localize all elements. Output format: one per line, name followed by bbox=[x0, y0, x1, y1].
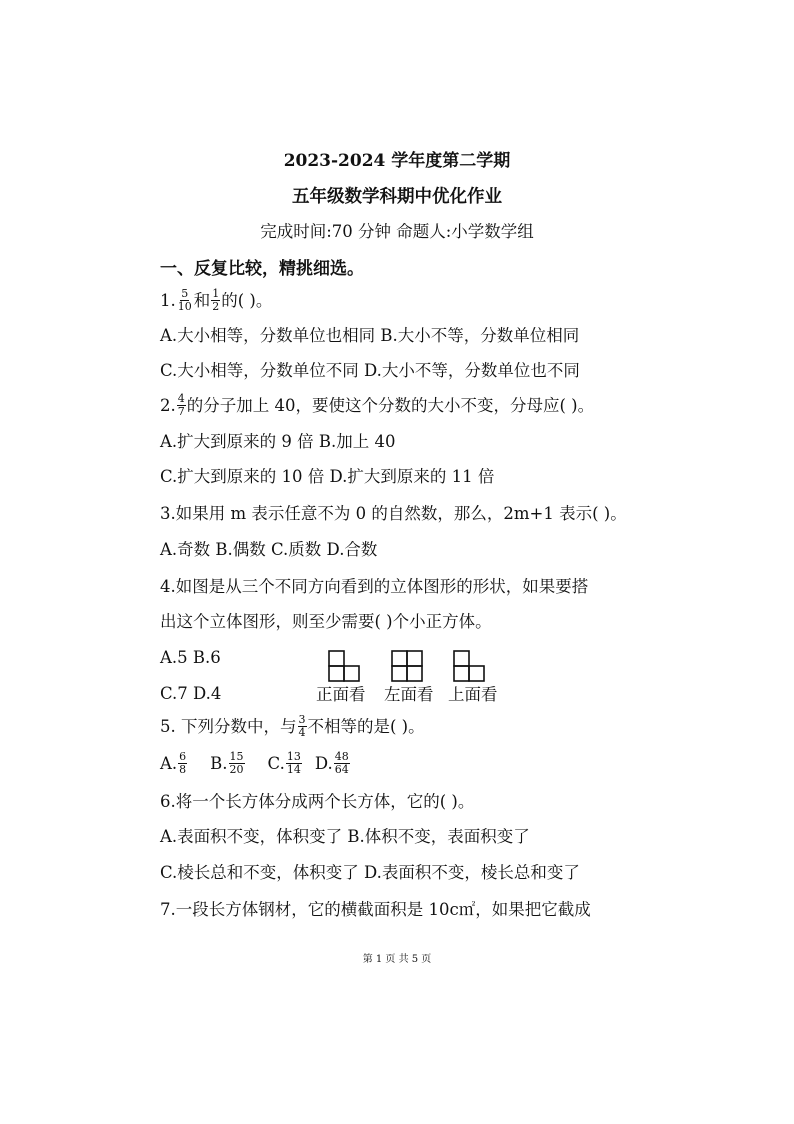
q5-opt-a-den: 8 bbox=[179, 763, 187, 776]
q5-opt-c-fraction bbox=[286, 751, 302, 776]
question-4-line-2: 出这个立体图形，则至少需要( )个小正方体。 bbox=[160, 612, 492, 631]
q5-opt-d-den: 64 bbox=[334, 763, 349, 776]
question-2 bbox=[160, 394, 594, 419]
q2-options-1: A.扩大到原来的 9 倍 B.加上 40 bbox=[160, 432, 396, 451]
q5-frac-den: 4 bbox=[298, 726, 306, 739]
section-title: 一、反复比较，精挑细选。 bbox=[160, 259, 364, 279]
q1-options-2: C.大小相等，分数单位不同 D.大小不等，分数单位也不同 bbox=[160, 361, 580, 380]
q4-options-1: A.5 B.6 bbox=[160, 648, 221, 667]
q5-opt-d: D. bbox=[314, 754, 333, 773]
q1-fraction-b bbox=[211, 288, 220, 313]
q1-frac-b-num: 1 bbox=[212, 287, 220, 300]
q5-opt-b-fraction bbox=[229, 751, 245, 776]
q5-opt-c-num: 13 bbox=[286, 750, 301, 763]
question-5 bbox=[160, 715, 425, 740]
q1-suffix: 的( )。 bbox=[221, 291, 273, 310]
q2-frac-den: 7 bbox=[177, 405, 185, 418]
question-7: 7.一段长方体钢材，它的横截面积是 10c㎡，如果把它截成 bbox=[160, 900, 591, 919]
q1-options-1: A.大小相等，分数单位也相同 B.大小不等，分数单位相同 bbox=[160, 326, 580, 345]
page-meta: 完成时间:70 分钟 命题人:小学数学组 bbox=[260, 222, 534, 241]
q1-frac-a-den: 10 bbox=[177, 300, 192, 313]
front-view-figure bbox=[329, 651, 359, 681]
view-label-top: 上面看 bbox=[448, 685, 498, 704]
q6-options-2: C.棱长总和不变，体积变了 D.表面积不变，棱长总和变了 bbox=[160, 863, 580, 882]
q2-frac-num: 4 bbox=[177, 392, 185, 405]
q1-prefix: 1. bbox=[160, 291, 176, 310]
q5-opt-b-num: 15 bbox=[229, 750, 244, 763]
q1-fraction-a bbox=[177, 288, 193, 313]
q5-fraction bbox=[298, 714, 307, 739]
view-label-front: 正面看 bbox=[316, 685, 366, 704]
q5-suffix: 不相等的是( )。 bbox=[307, 717, 425, 736]
top-view-figure bbox=[454, 651, 484, 681]
q5-options bbox=[160, 752, 351, 777]
question-1 bbox=[160, 289, 272, 314]
q5-opt-d-fraction bbox=[334, 751, 350, 776]
q3-options: A.奇数 B.偶数 C.质数 D.合数 bbox=[160, 540, 378, 559]
left-view-figure bbox=[392, 651, 422, 681]
q5-frac-num: 3 bbox=[298, 713, 306, 726]
q1-mid: 和 bbox=[193, 291, 211, 310]
q4-options-2: C.7 D.4 bbox=[160, 684, 222, 703]
page-footer: 第 1 页 共 5 页 bbox=[362, 954, 432, 965]
q5-opt-b: B. bbox=[210, 754, 228, 773]
question-3: 3.如果用 m 表示任意不为 0 的自然数，那么，2m+1 表示( )。 bbox=[160, 504, 627, 523]
question-6: 6.将一个长方体分成两个长方体，它的( )。 bbox=[160, 792, 475, 811]
q5-prefix: 5. 下列分数中，与 bbox=[160, 717, 297, 736]
q5-opt-a-fraction bbox=[178, 751, 187, 776]
q5-opt-c: C. bbox=[267, 754, 285, 773]
q5-opt-b-den: 20 bbox=[229, 763, 244, 776]
page-title: 五年级数学科期中优化作业 bbox=[292, 187, 502, 207]
q5-opt-a-num: 6 bbox=[179, 750, 187, 763]
q5-opt-d-num: 48 bbox=[334, 750, 349, 763]
q2-prefix: 2. bbox=[160, 396, 176, 415]
q5-opt-c-den: 14 bbox=[286, 763, 301, 776]
question-4-line-1: 4.如图是从三个不同方向看到的立体图形的形状，如果要搭 bbox=[160, 577, 589, 596]
q2-fraction bbox=[177, 393, 186, 418]
q2-options-2: C.扩大到原来的 10 倍 D.扩大到原来的 11 倍 bbox=[160, 467, 495, 486]
q5-opt-a: A. bbox=[160, 754, 178, 773]
q1-frac-b-den: 2 bbox=[212, 300, 220, 313]
q6-options-1: A.表面积不变，体积变了 B.体积不变，表面积变了 bbox=[160, 827, 530, 846]
view-label-left: 左面看 bbox=[384, 685, 434, 704]
q1-frac-a-num: 5 bbox=[181, 287, 189, 300]
q2-suffix: 的分子加上 40，要使这个分数的大小不变，分母应( )。 bbox=[186, 396, 595, 415]
page-term: 2023-2024 学年度第二学期 bbox=[283, 151, 511, 171]
